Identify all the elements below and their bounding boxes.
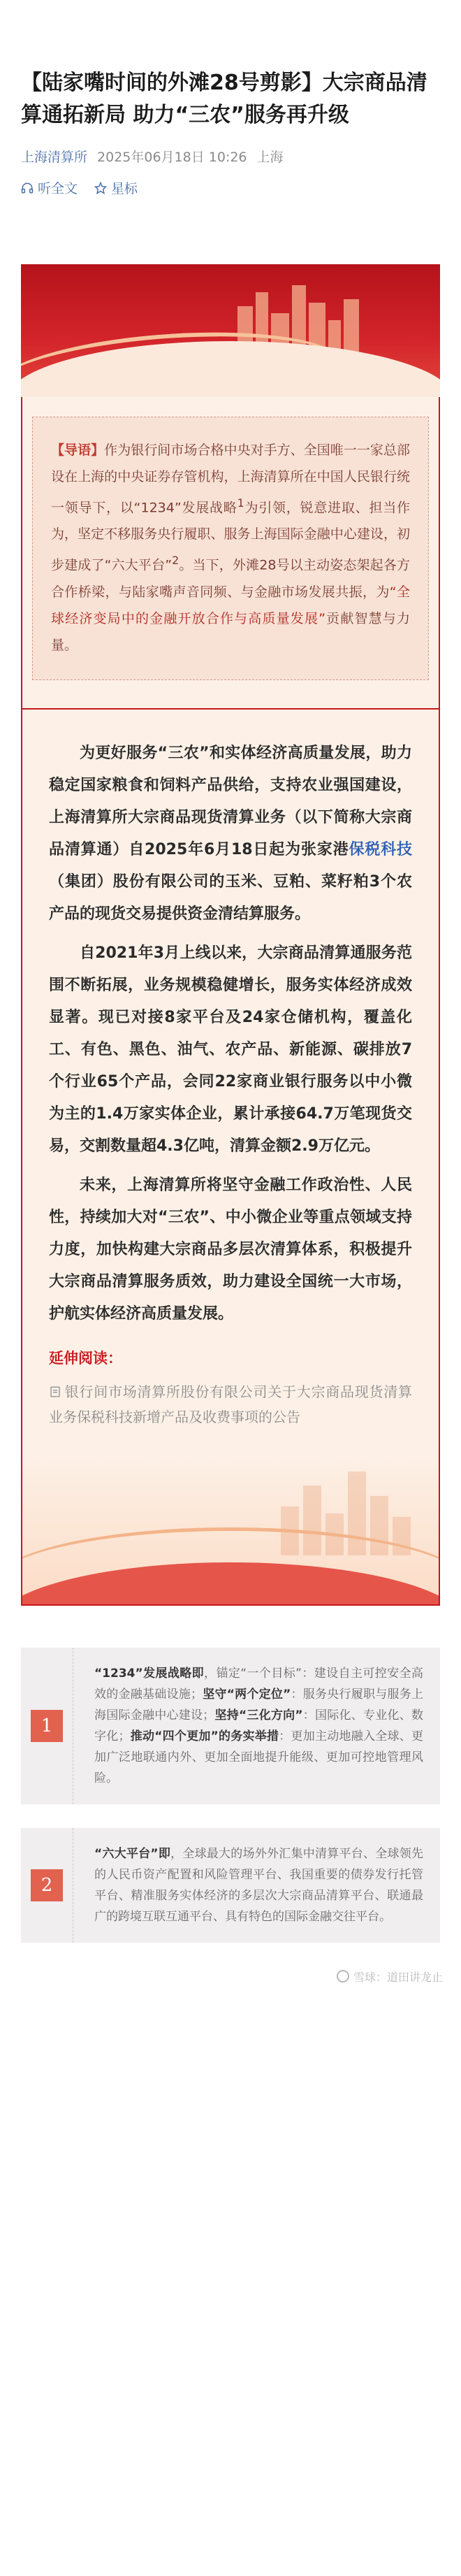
footnote-1-part3: ：建设自主可控安全高效的金融基础设施； xyxy=(94,1666,423,1701)
extended-reading-link-text: 银行间市场清算所股份有限公司关于大宗商品现货清算业务保税科技新增产品及收费事项的公告 xyxy=(49,1383,412,1425)
footnote-number-badge: 2 xyxy=(31,1869,63,1901)
footnote-2-part2: ，全球最大的场外外汇集中清算平台、全球领先的人民币资产配置和风险管理平台、我国重要的债券发行托管平台、精准服务实体经济的多层次大宗商品清算平台、联通最广的跨境互联互通平台、具有特色的国际金融交往平台。 xyxy=(94,1846,423,1924)
article-meta xyxy=(0,131,461,166)
article-title: 【陆家嘴时间的外滩28号剪影】大宗商品清算通拓新局 助力“三农”服务再升级 xyxy=(21,71,427,127)
article-actions xyxy=(0,166,461,197)
footnote-1-part9: ：更加主动地融入全球、更加广泛地联通内外、更加全面地提升能级、更加可控地管理风险。 xyxy=(94,1729,424,1785)
article-datetime: 2025年06月18日 10:26 xyxy=(97,150,247,165)
watermark xyxy=(337,1969,443,1985)
header-banner-image xyxy=(21,264,440,397)
footer-decoration-image xyxy=(22,1451,439,1604)
guide-text-c: 。当下，外滩28号以主动姿态架起各方合作桥梁，与陆家嘴声音同频、与金融市场发展共振，为 xyxy=(51,557,410,600)
headphones-icon xyxy=(21,182,34,194)
footnote-2-term: “六大平台”即 xyxy=(94,1846,171,1861)
footnote-1-part5: ：服务央行履职与服务上海国际金融中心建设； xyxy=(94,1687,424,1722)
footnote-1-term: “1234”发展战略即 xyxy=(94,1666,205,1681)
footnote-2 xyxy=(21,1828,440,1943)
article-source-link[interactable]: 上海清算所 xyxy=(21,150,88,165)
snowball-logo-icon xyxy=(337,1970,349,1983)
body-p1-text-b: （集团）股份有限公司的玉米、豆粕、菜籽粕3个农产品的现货交易提供资金清结算服务。 xyxy=(49,872,412,923)
footnote-1-part7: ：国际化、专业化、数字化； xyxy=(94,1708,424,1743)
article-location: 上海 xyxy=(256,150,284,165)
footnote-ref-1[interactable]: 1 xyxy=(237,496,244,510)
footnote-1-part8: 推动“四个更加”的务实举措 xyxy=(130,1729,279,1743)
guide-frame xyxy=(21,397,440,708)
extended-reading-title: 延伸阅读： xyxy=(49,1349,122,1367)
body-paragraph-2: 自2021年3月上线以来，大宗商品清算通服务范围不断拓展，业务规模稳健增长，服务实体经济成效显著。现已对接8家平台及24家仓储机构，覆盖化工、有色、黑色、油气、农产品、新能源、碳排放7个行业65个产品，会同22家商业银行服务以中小微为主的1.4万家实体企业，累计承接64.7万笔现货交易，交割数量超4.3亿吨，清算金额2.9万亿元。 xyxy=(49,944,412,1155)
body-paragraph-3: 未来，上海清算所将坚守金融工作政治性、人民性，持续加大对“三农”、中小微企业等重点领域支持力度，加快构建大宗商品多层次清算体系，积极提升大宗商品清算服务质效，助力建设全国统一大市场，护航实体经济高质量发展。 xyxy=(49,1176,412,1323)
guide-text-d: 贡献智慧与力量。 xyxy=(51,610,410,653)
body-p1-text-a: 为更好服务“三农”和实体经济高质量发展，助力稳定国家粮食和饲料产品供给，支持农业强国建设，上海清算所大宗商品现货清算业务（以下简称大宗商品清算通）自2025年6月18日起为张家港 xyxy=(49,744,412,858)
listen-button[interactable] xyxy=(21,178,78,197)
guide-text-a: 作为银行间市场合格中央对手方、全国唯一一家总部设在上海的中央证券存管机构，上海清算所在中国人民银行统一领导下，以“1234”发展战略 xyxy=(51,442,410,516)
listen-label: 听全文 xyxy=(38,181,78,196)
article-body-box xyxy=(21,708,440,1606)
star-button[interactable] xyxy=(94,178,138,197)
footnote-1-part2: ，锚定“一个目标” xyxy=(204,1666,302,1681)
footnote-number-2 xyxy=(21,1828,73,1943)
footnote-1-part6: 坚持“三化方向” xyxy=(214,1708,303,1722)
guide-text-b: 为引领，锐意进取、担当作为，坚定不移服务央行履职、服务上海国际金融中心建设，初步建成了“六大平台” xyxy=(51,500,410,573)
footnote-text-1 xyxy=(73,1648,440,1804)
footnotes xyxy=(21,1648,440,1943)
footnote-text-2 xyxy=(73,1828,440,1943)
footnote-1-part4: 坚守“两个定位” xyxy=(202,1687,291,1701)
document-icon xyxy=(49,1386,61,1398)
star-icon xyxy=(94,182,107,194)
footnote-number-1 xyxy=(21,1648,73,1804)
guide-tag: 【导语】 xyxy=(51,442,105,458)
footnote-ref-2[interactable]: 2 xyxy=(172,554,180,568)
watermark-text: 雪球：道田讲龙止 xyxy=(353,1970,443,1984)
extended-reading-link[interactable] xyxy=(49,1379,412,1430)
footnote-1 xyxy=(21,1648,440,1804)
guide-box xyxy=(32,417,429,680)
body-paragraph-1 xyxy=(49,737,412,930)
guide-highlight: “全球经济变局中的金融开放合作与高质量发展” xyxy=(51,584,410,626)
star-label: 星标 xyxy=(111,181,138,196)
footnote-number-badge: 1 xyxy=(31,1710,63,1742)
stock-link[interactable]: 保税科技 xyxy=(349,840,412,858)
